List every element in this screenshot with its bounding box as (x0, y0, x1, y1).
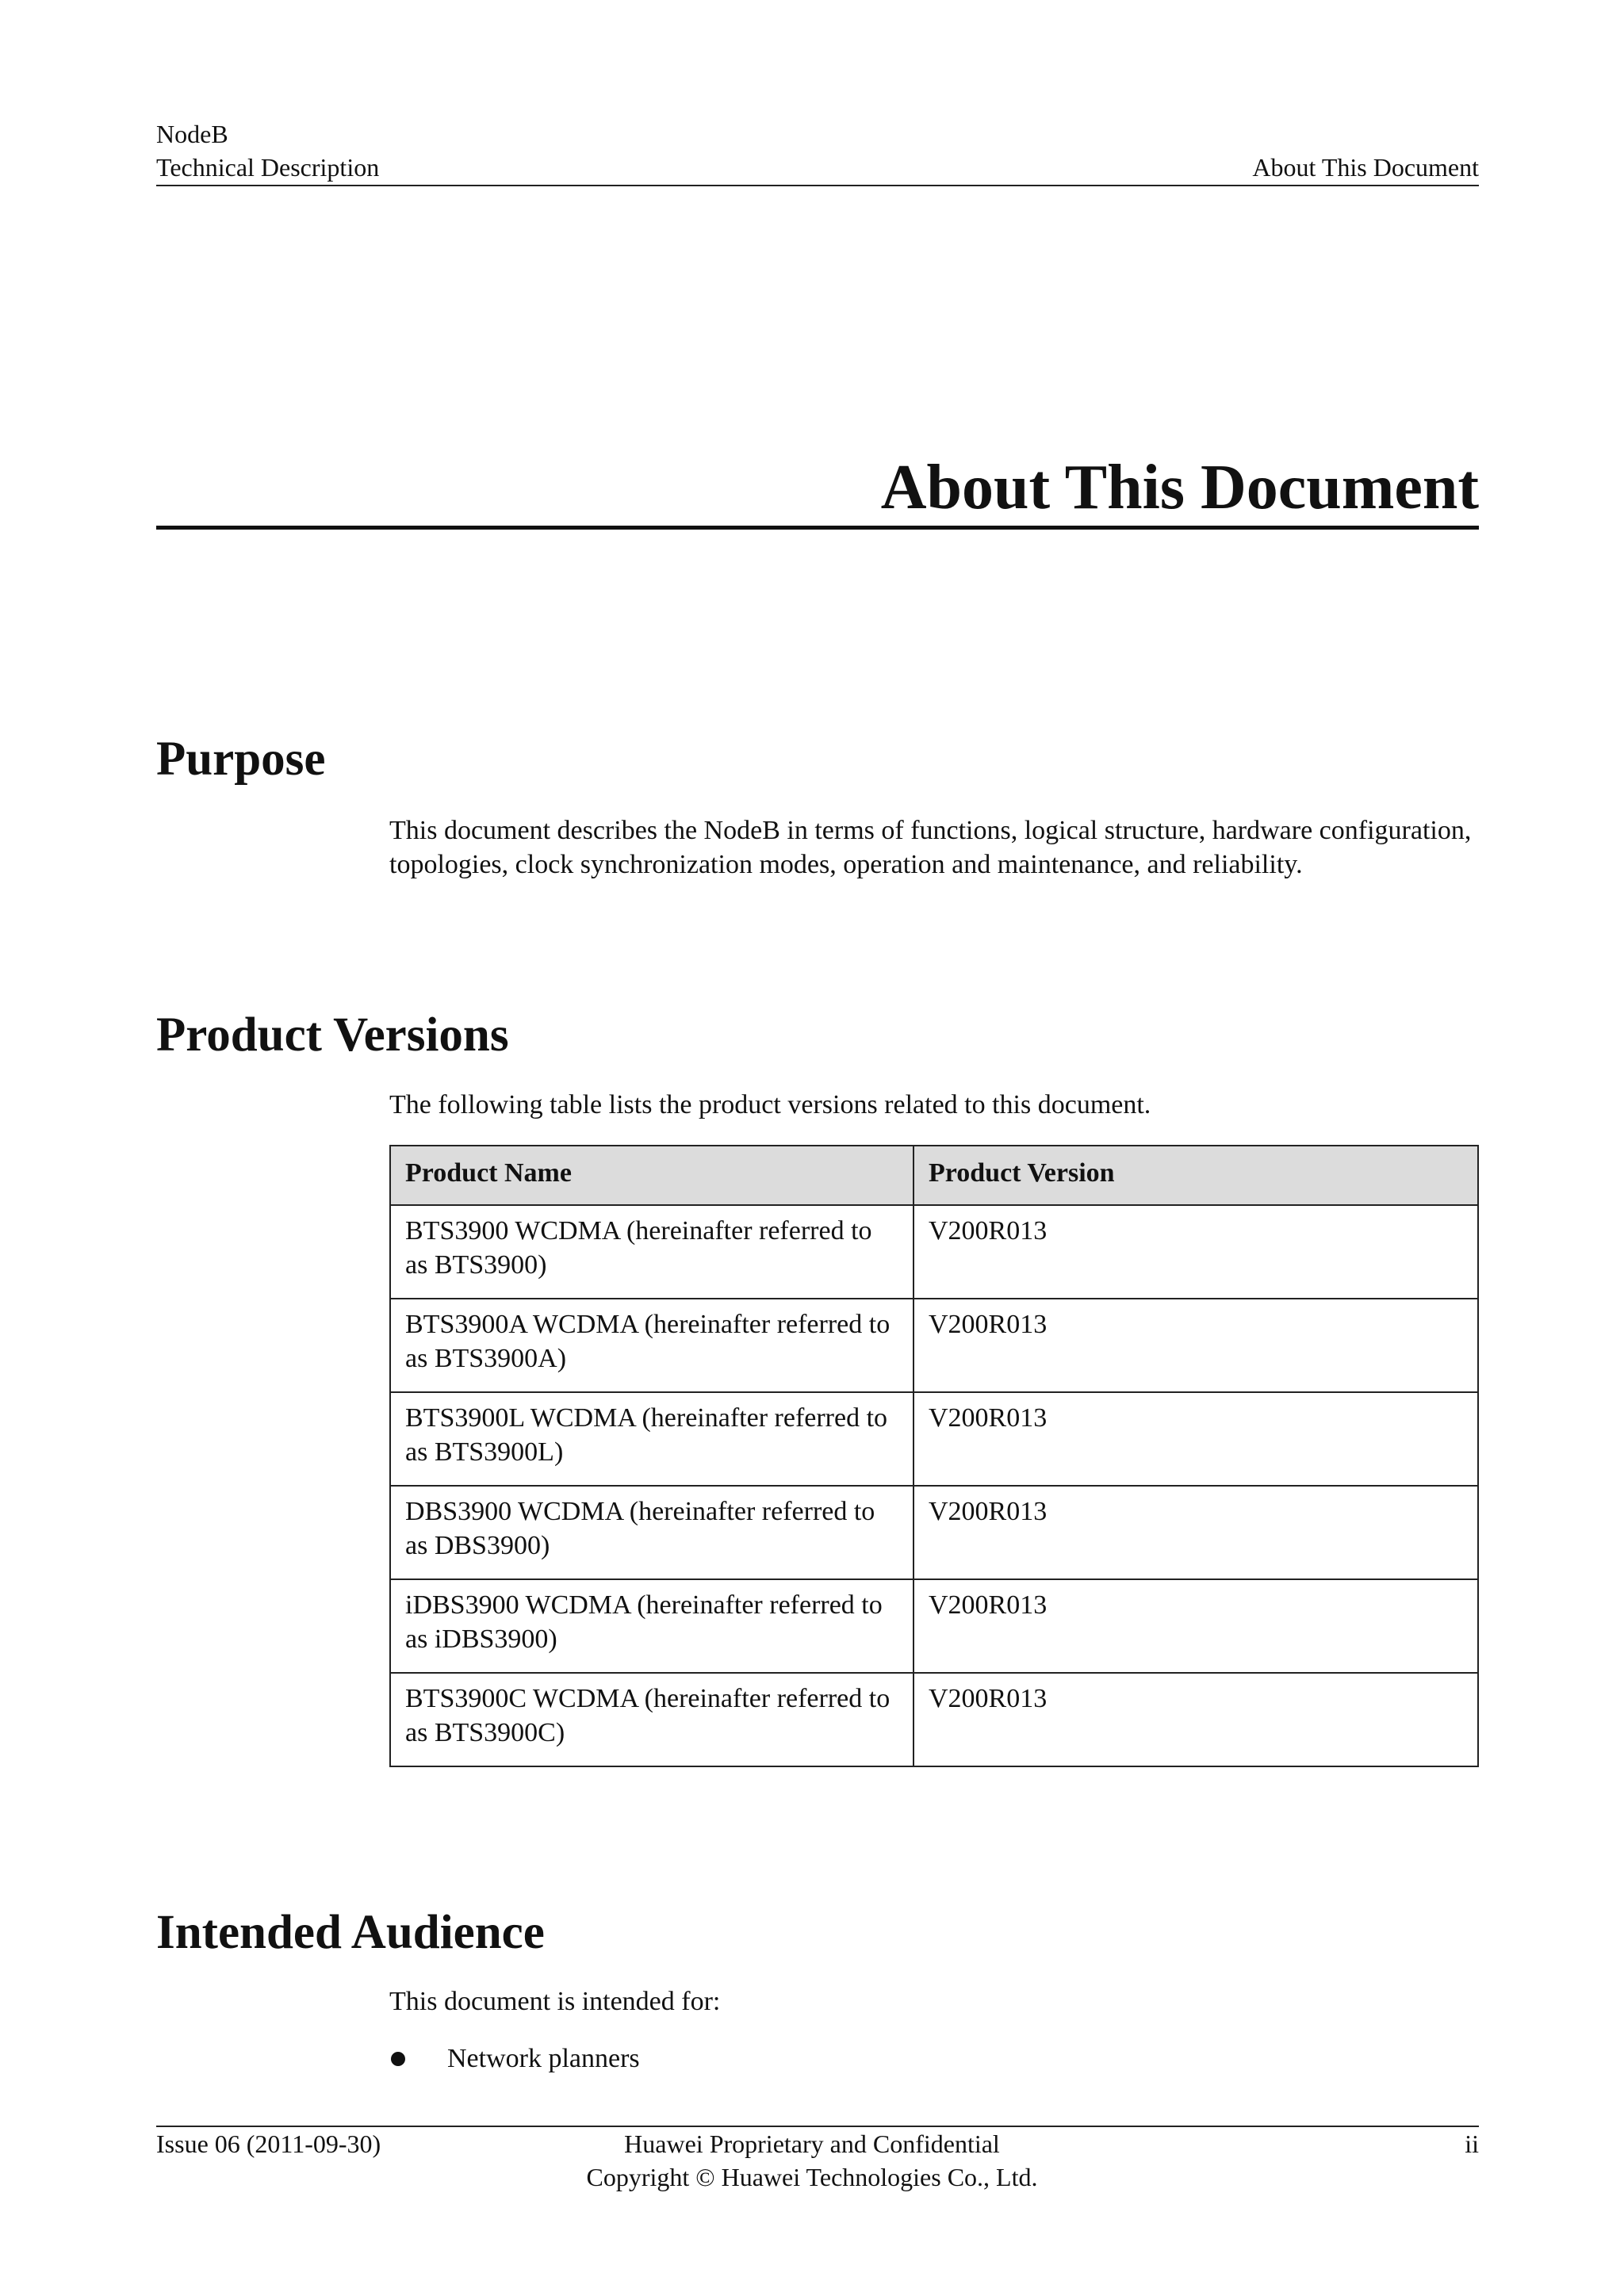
table-row (390, 1486, 1478, 1579)
footer-center (0, 2127, 1624, 2194)
product-name-cell: BTS3900C WCDMA (hereinafter referred to as BTS3900C) (390, 1673, 914, 1766)
purpose-heading: Purpose (156, 733, 326, 786)
header-rule (156, 185, 1479, 186)
product-name-cell: iDBS3900 WCDMA (hereinafter referred to as iDBS3900) (390, 1579, 914, 1673)
table-row (390, 1299, 1478, 1392)
list-item-label: Network planners (447, 2044, 640, 2073)
header-left (156, 117, 379, 184)
product-versions-intro: The following table lists the product versions related to this document. (389, 1090, 1151, 1119)
product-version-cell: V200R013 (914, 1205, 1478, 1299)
page-title: About This Document (880, 453, 1479, 522)
product-version-cell: V200R013 (914, 1392, 1478, 1486)
title-rule (156, 526, 1479, 530)
product-version-cell: V200R013 (914, 1673, 1478, 1766)
header-section: About This Document (1252, 153, 1479, 182)
product-versions-table (389, 1145, 1479, 1767)
table-row (390, 1673, 1478, 1766)
list-item (389, 2042, 1479, 2076)
table-row (390, 1392, 1478, 1486)
audience-list (389, 2042, 1479, 2076)
product-name-cell: BTS3900A WCDMA (hereinafter referred to as BTS3900A) (390, 1299, 914, 1392)
bullet-icon (391, 2052, 405, 2066)
header-doc-type: Technical Description (156, 153, 380, 182)
product-version-cell: V200R013 (914, 1299, 1478, 1392)
product-versions-heading: Product Versions (156, 1008, 509, 1062)
product-name-cell: BTS3900L WCDMA (hereinafter referred to as BTS3900L) (390, 1392, 914, 1486)
intended-audience-intro: This document is intended for: (389, 1987, 721, 2016)
table-row (390, 1205, 1478, 1299)
column-header-product-version: Product Version (914, 1146, 1478, 1205)
table-header-row (390, 1146, 1478, 1205)
column-header-product-name: Product Name (390, 1146, 914, 1205)
table-row (390, 1579, 1478, 1673)
header-product: NodeB (156, 120, 228, 148)
product-name-cell: BTS3900 WCDMA (hereinafter referred to as BTS3900) (390, 1205, 914, 1299)
product-version-cell: V200R013 (914, 1579, 1478, 1673)
footer-issue: Issue 06 (2011-09-30) (156, 2130, 381, 2158)
product-name-cell: DBS3900 WCDMA (hereinafter referred to as DBS3900) (390, 1486, 914, 1579)
footer-page-number: ii (1465, 2130, 1479, 2158)
footer-confidential: Huawei Proprietary and Confidential (624, 2130, 1000, 2158)
product-version-cell: V200R013 (914, 1486, 1478, 1579)
purpose-text: This document describes the NodeB in terms of functions, logical structure, hardware configuration, topologies, clock synchronization modes, operation and maintenance, and reliability. (389, 816, 1472, 879)
intended-audience-heading: Intended Audience (156, 1906, 545, 1959)
footer-copyright: Copyright © Huawei Technologies Co., Ltd. (586, 2163, 1038, 2191)
